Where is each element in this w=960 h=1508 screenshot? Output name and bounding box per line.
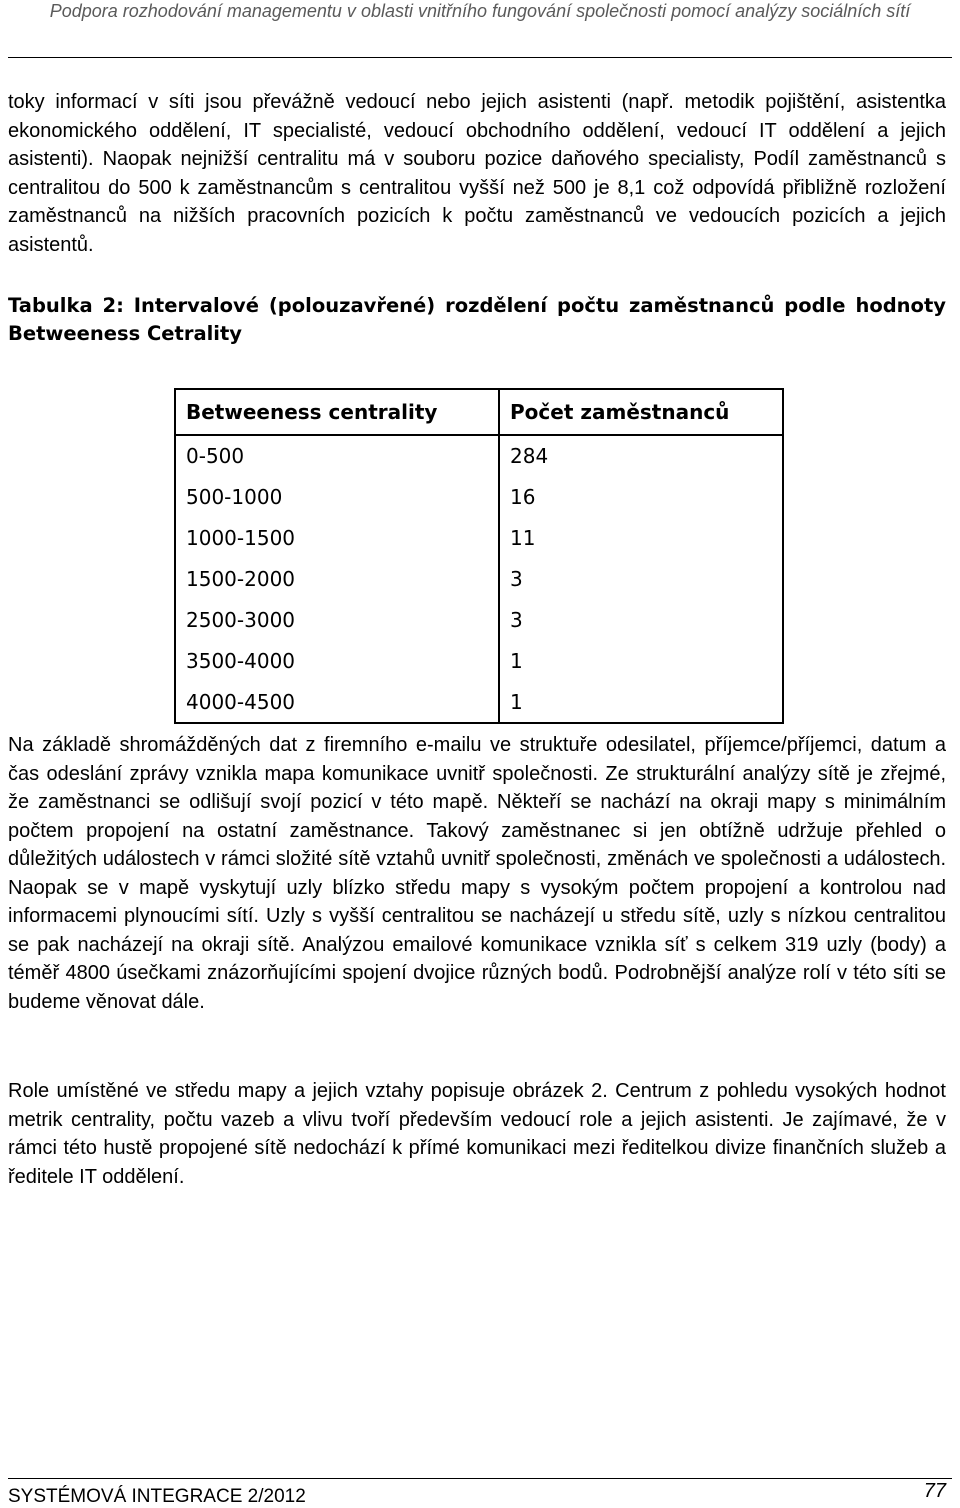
- interval-cell: 500-1000: [175, 477, 499, 518]
- table-header-row: [175, 389, 783, 435]
- count-cell: 1: [499, 681, 783, 723]
- table-row: [175, 559, 783, 600]
- paragraph-2: Na základě shromážděných dat z firemního e-mailu ve struktuře odesilatel, příjemce/příjemci, datum a čas odeslání zprávy vznikla mapa komunikace uvnitř společnosti. Ze strukturální analýzy sítě je zřejmé, že zaměstnanci se odlišují svojí pozicí v této mapě. Někteří se nachází na okraji mapy s minimálním počtem propojení na ostatní zaměstnance. Takový zaměstnanec si jen obtížně udržuje přehled o důležitých událostech v rámci složité sítě vztahů uvnitř společnosti, změnách ve společnosti a událostech. Naopak se v mapě vyskytují uzly blízko středu mapy s vysokým počtem propojení a kontrolou nad informacemi plynoucími sítí. Uzly s vyšší centralitou se nacházejí u středu sítě, uzly s nízkou centralitou se pak nacházejí na okraji sítě. Analýzou emailové komunikace vznikla síť s celkem 319 uzly (body) a téměř 4800 úsečkami znázorňujícími spojení dvojice různých bodů. Podrobnější analýze rolí v této síti se budeme věnovat dále.: [8, 734, 946, 1013]
- centrality-distribution-table: [174, 388, 784, 724]
- interval-cell: 1500-2000: [175, 559, 499, 600]
- journal-name: SYSTÉMOVÁ INTEGRACE 2/2012: [8, 1486, 306, 1507]
- count-cell: 1: [499, 640, 783, 681]
- count-cell: 3: [499, 559, 783, 600]
- interval-cell: 1000-1500: [175, 518, 499, 559]
- interval-cell: 3500-4000: [175, 640, 499, 681]
- table-row: [175, 600, 783, 641]
- count-cell: 3: [499, 600, 783, 641]
- page-number: 77: [923, 1480, 946, 1502]
- column-header-centrality: Betweeness centrality: [175, 389, 499, 435]
- count-cell: 11: [499, 518, 783, 559]
- footer-divider: [8, 1478, 952, 1479]
- paragraph-3: Role umístěné ve středu mapy a jejich vztahy popisuje obrázek 2. Centrum z pohledu vysokých hodnot metrik centrality, počtu vazeb a vlivu tvoří především vedoucí role a jejich asistenti. Je zajímavé, že v rámci této hustě propojené sítě nedochází k přímé komunikaci mezi ředitelkou divize finančních služeb a ředitele IT oddělení.: [8, 1080, 946, 1188]
- running-header: Podpora rozhodování managementu v oblasti vnitřního fungování společnosti pomocí analýzy sociálních sítí: [49, 1, 911, 21]
- table-row: [175, 681, 783, 723]
- count-cell: 16: [499, 477, 783, 518]
- paragraph-1: toky informací v síti jsou převážně vedoucí nebo jejich asistenti (např. metodik pojištění, asistentka ekonomického oddělení, IT specialisté, vedoucí obchodního oddělení, vedoucí IT oddělení a jejich asistenti). Naopak nejnižší centralitu má v souboru pozice daňového specialisty, Podíl zaměstnanců s centralitou do 500 k zaměstnancům s centralitou vyšší než 500 je 8,1 což odpovídá přibližně rozložení zaměstnanců na nižších pracovních pozicích k počtu zaměstnanců ve vedoucích pozicích a jejich asistentů.: [8, 91, 946, 256]
- table-row: [175, 518, 783, 559]
- table-caption: Tabulka 2: Intervalové (polouzavřené) rozdělení počtu zaměstnanců podle hodnoty Betweeness Cetrality: [8, 294, 946, 345]
- header-divider: [8, 57, 952, 58]
- interval-cell: 2500-3000: [175, 600, 499, 641]
- interval-cell: 0-500: [175, 435, 499, 477]
- table-row: [175, 477, 783, 518]
- interval-cell: 4000-4500: [175, 681, 499, 723]
- table-row: [175, 435, 783, 477]
- table-row: [175, 640, 783, 681]
- column-header-count: Počet zaměstnanců: [499, 389, 783, 435]
- count-cell: 284: [499, 435, 783, 477]
